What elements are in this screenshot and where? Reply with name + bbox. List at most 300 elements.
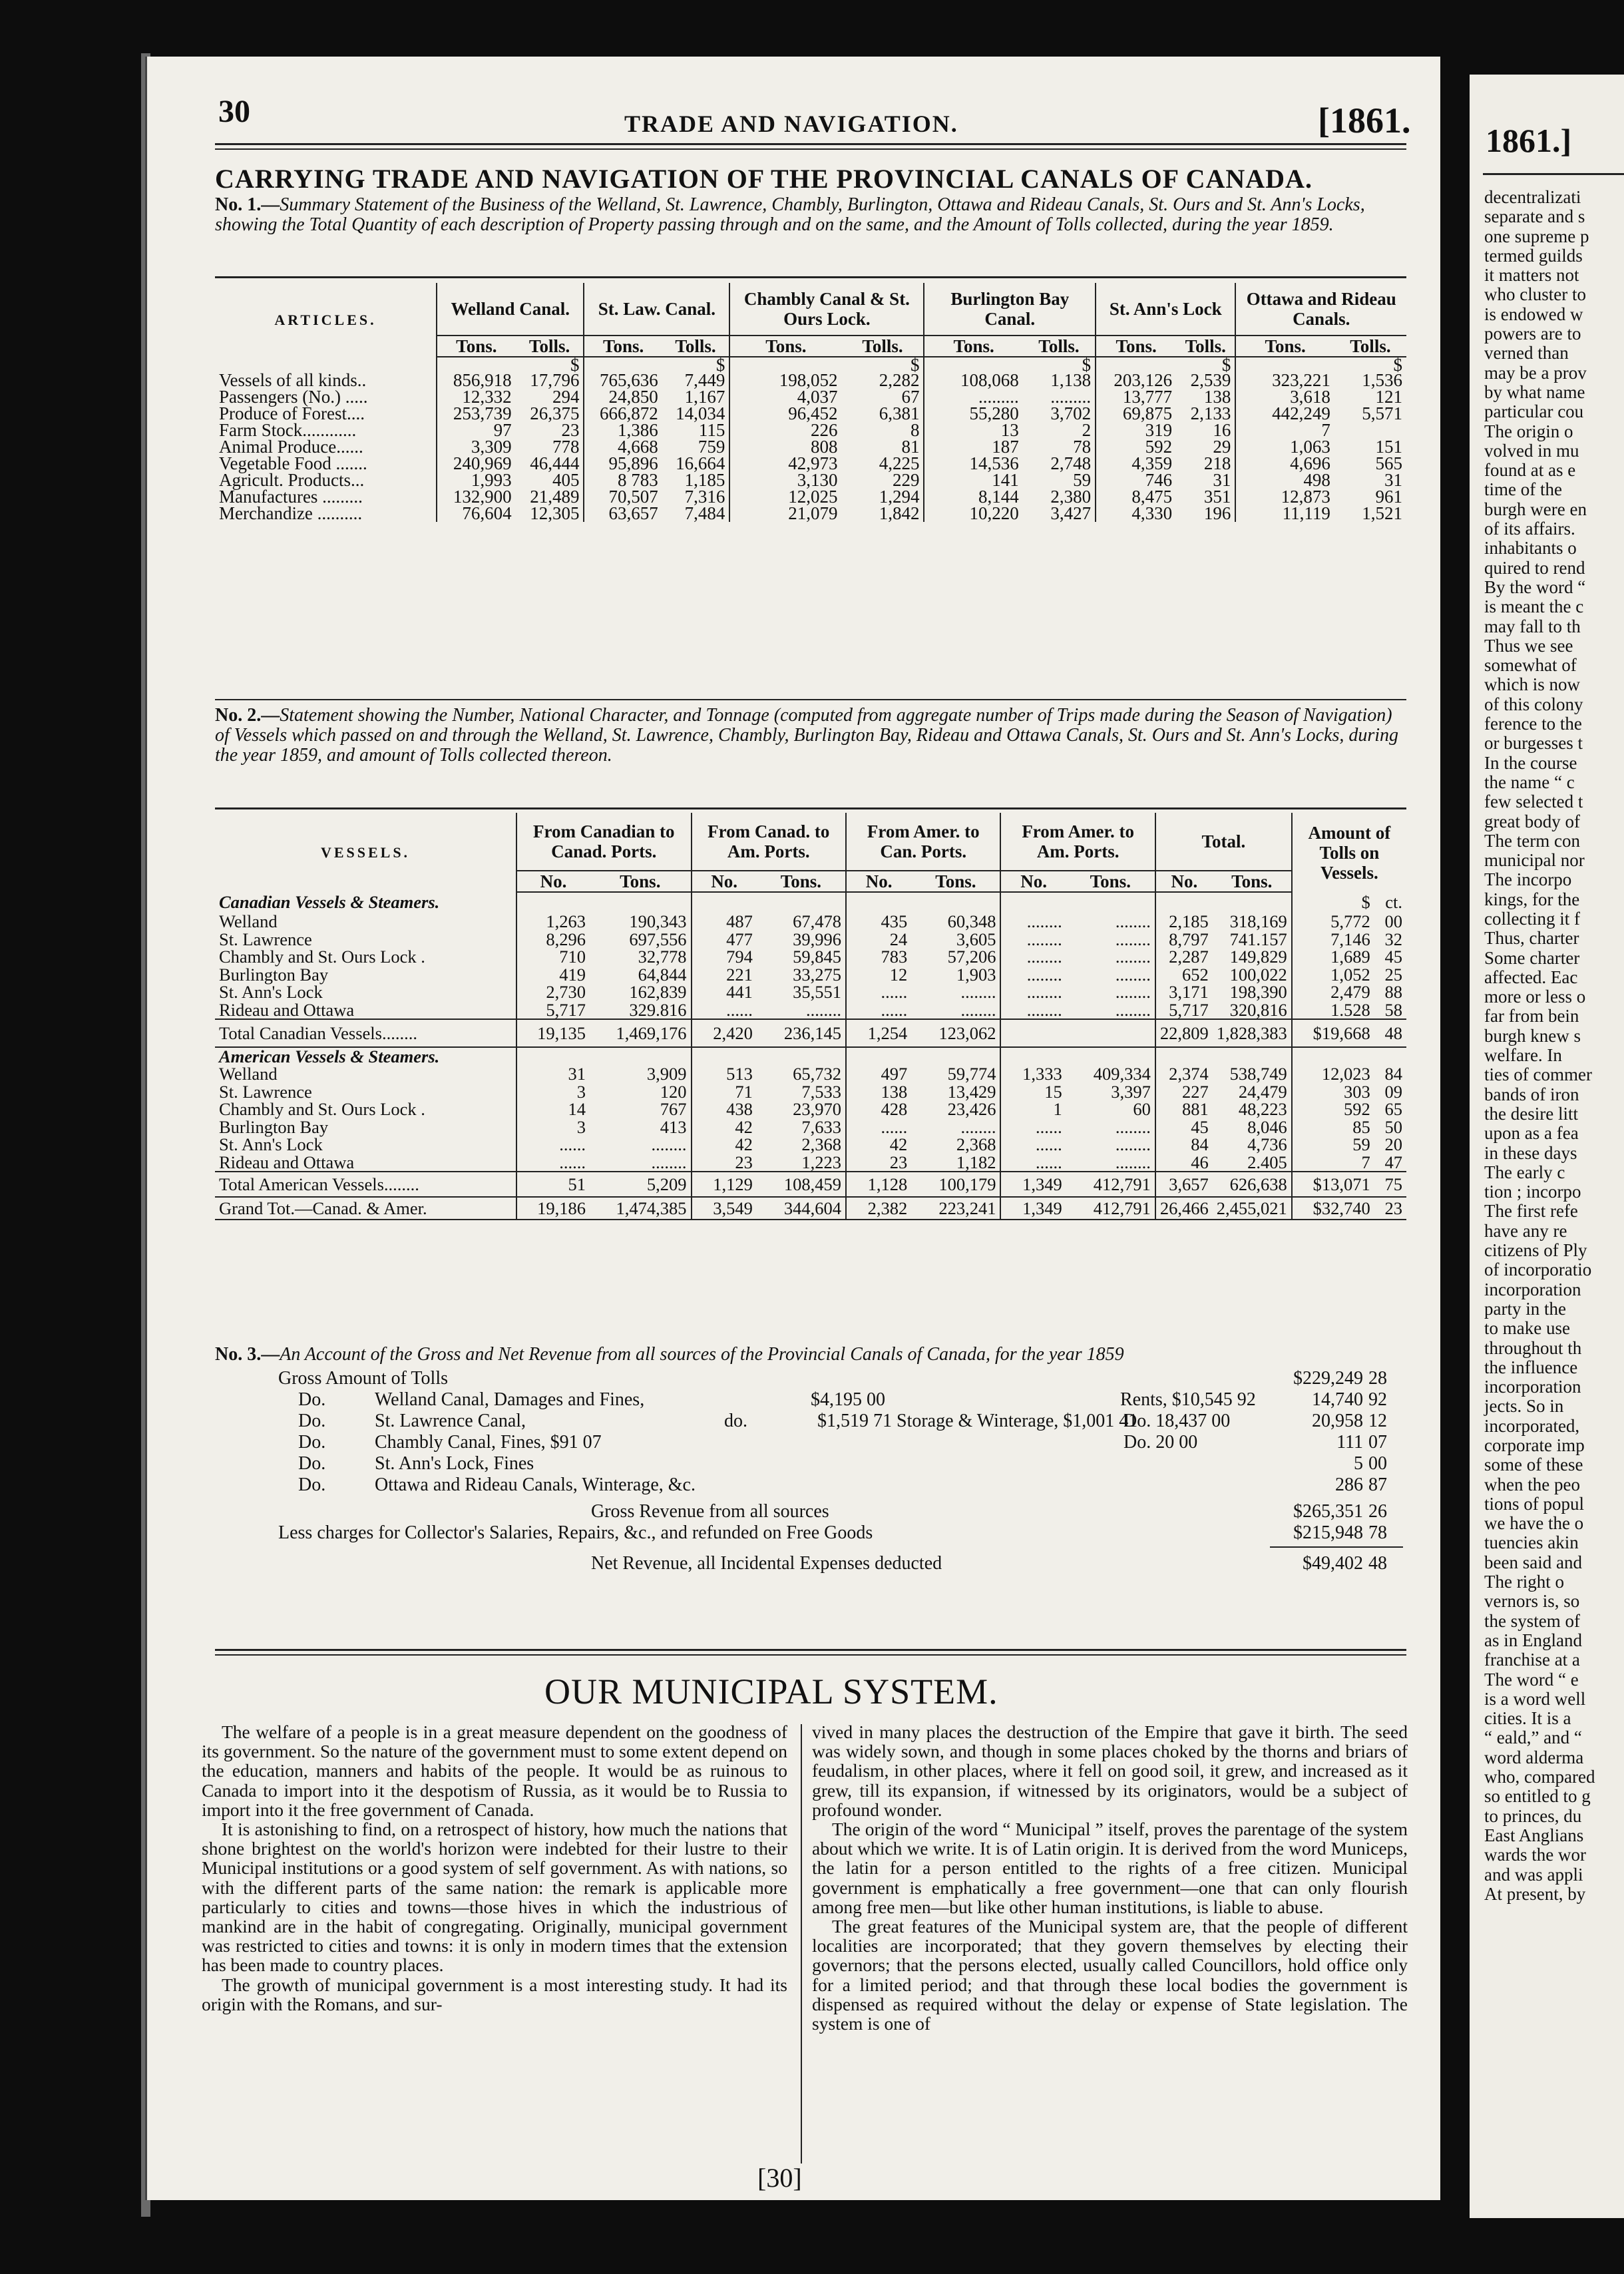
table-cell: ........ [1026, 947, 1062, 967]
table-cell: 81 [841, 439, 924, 455]
table2-tons-header: Tons. [911, 871, 1000, 892]
table-cell: 1,689 [1330, 947, 1370, 967]
facing-text-line: party in the [1484, 1298, 1566, 1319]
table-cell: 55,280 [969, 403, 1019, 423]
table-cell: 123,062 [911, 1019, 1000, 1047]
table-cell: 294 [516, 389, 584, 405]
table-cell: 5,772 [1330, 911, 1370, 931]
ditto-mark: Do. [298, 1453, 326, 1474]
row-label: Chambly and St. Ours Lock . [215, 948, 516, 966]
row-label: Burlington Bay [215, 1118, 516, 1136]
facing-text-line: termed guilds [1484, 245, 1583, 266]
table-cell: 3,130 [797, 470, 838, 490]
ditto-mark: Do. [298, 1389, 326, 1410]
table2-section-label: American Vessels & Steamers. [215, 1047, 516, 1065]
facing-text-line: been said and [1484, 1552, 1582, 1572]
table-cell: 413 [590, 1118, 692, 1136]
table-cell: 477 [726, 929, 753, 949]
table1-dollar-sign: $ [662, 357, 730, 372]
table2-spacer [1066, 892, 1155, 913]
row-label: Manufactures ......... [215, 489, 437, 505]
table-cell: 2,287 [1169, 947, 1209, 967]
facing-text-line: the name “ c [1484, 772, 1575, 792]
table-cell: 46 [1191, 1152, 1209, 1172]
table1-canal-header: St. Law. Canal. [584, 283, 729, 336]
table-cell: 626,638 [1213, 1172, 1292, 1197]
revenue-cents: 07 [1368, 1432, 1387, 1453]
row-label: Produce of Forest.... [215, 405, 437, 422]
table-cell: 227 [1182, 1081, 1209, 1102]
table-cell: 666,872 [600, 403, 658, 423]
table-cell: 187 [992, 437, 1019, 457]
table-cell: 23 [889, 1152, 908, 1172]
table2-spacer [590, 892, 692, 913]
table-cell: 47 [1384, 1152, 1402, 1172]
row-label: Welland [215, 913, 516, 931]
table-cell: 759 [662, 439, 730, 455]
table-cell: 3,397 [1066, 1083, 1155, 1101]
table2-spacer [1000, 892, 1066, 913]
page-number: 30 [218, 94, 250, 129]
table3-caption-text: An Account of the Gross and Net Revenue from all sources of the Provincial Canals of Canada, for the year 1859 [280, 1344, 1124, 1365]
table-cell: 1,521 [1362, 503, 1402, 523]
table-cell: ........ [911, 983, 1000, 1001]
table-cell: 1,349 [1000, 1172, 1066, 1197]
facing-text-line: word alderma [1484, 1747, 1584, 1767]
facing-text-line: is endowed w [1484, 304, 1583, 324]
table-cell: 5,571 [1362, 403, 1402, 423]
facing-text-line: The term con [1484, 830, 1580, 851]
facing-text-line: ference to the [1484, 714, 1582, 734]
article-paragraph: The welfare of a people is in a great measure dependent on the goodness of its government. So the nature of the government must to some extent depend on the education, manners and habits of the people. It would be as ruinous to Canada to import into it the despotism of Russia, as it would be to Russia to import into it the free government of Canada. [202, 1721, 787, 1820]
facing-text-line: tion ; incorpo [1484, 1182, 1581, 1202]
table1-body [215, 357, 1406, 522]
facing-text-line: ties of commer [1484, 1064, 1592, 1085]
row-label: Grand Tot.—Canad. & Amer. [215, 1197, 516, 1220]
facing-text-line: time of the [1484, 479, 1562, 500]
table-cell: 149,829 [1213, 948, 1292, 966]
revenue-subamount: do. [724, 1411, 747, 1431]
facing-text-line: have any re [1484, 1220, 1567, 1241]
table-cell: 1,167 [662, 389, 730, 405]
table1-dollar-sign: $ [1176, 357, 1235, 372]
table-cell: 12,023 [1321, 1064, 1370, 1084]
table-cell: 21,489 [516, 489, 584, 505]
table2-spacer [757, 1047, 846, 1065]
table-cell: 7,316 [662, 489, 730, 505]
table-cell: 63,657 [608, 503, 658, 523]
facing-text-line: Some charter [1484, 947, 1580, 968]
table-cell: 1.528 [1330, 999, 1370, 1020]
table-cell: 1,223 [757, 1154, 846, 1172]
facing-text-line: burgh were en [1484, 499, 1587, 519]
facing-text-line: The origin o [1484, 421, 1573, 441]
table-cell: 121 [1375, 387, 1402, 407]
table-cell: 60,348 [911, 913, 1000, 931]
table-cell: 48 [1374, 1019, 1406, 1047]
table1-canal-header: Ottawa and Rideau Canals. [1235, 283, 1406, 336]
table1-caption-lead: No. 1.— [215, 194, 280, 215]
revenue-cents: 12 [1368, 1411, 1387, 1431]
table-cell: 442,249 [1272, 403, 1330, 423]
table-cell: 1,263 [546, 911, 586, 931]
gross-revenue-amount: $265,351 [1293, 1501, 1363, 1522]
table-cell: 59 [1023, 472, 1096, 489]
row-label: Total Canadian Vessels........ [215, 1019, 516, 1047]
table-cell: 12,332 [462, 387, 512, 407]
header-rule-2 [215, 148, 1406, 150]
table-cell: 5,717 [546, 999, 586, 1020]
table-cell: 3 [576, 1116, 586, 1137]
facing-page [1470, 75, 1624, 2218]
table-row [215, 1136, 1406, 1154]
facing-text-line: throughout th [1484, 1337, 1582, 1358]
table-cell: 221 [726, 964, 753, 985]
table-cell: 17,796 [516, 372, 584, 389]
table1-tolls-header: Tolls. [1176, 336, 1235, 357]
table2-group-header: From Amer. to Can. Ports. [846, 813, 1000, 871]
table-row [215, 983, 1406, 1001]
table1-dollar-sign: $ [516, 357, 584, 372]
table-row [215, 1083, 1406, 1101]
row-label: Rideau and Ottawa [215, 1001, 516, 1020]
table-cell: 441 [726, 982, 753, 1002]
table-cell: ........ [1066, 1118, 1155, 1136]
facing-text-line: it matters not [1484, 265, 1579, 286]
table1-bottom-rule [215, 699, 1406, 700]
table-cell: 8 783 [618, 470, 658, 490]
table-cell: 141 [992, 470, 1019, 490]
table-cell: 2.405 [1213, 1154, 1292, 1172]
table-cell: 3,618 [1290, 387, 1330, 407]
table1-top-rule [215, 276, 1406, 278]
ditto-mark: Do. [298, 1432, 326, 1453]
facing-text-line: may fall to th [1484, 616, 1581, 636]
ditto-mark: Do. [298, 1475, 326, 1495]
table-cell: 50 [1384, 1116, 1402, 1137]
table-cell: 3,549 [692, 1197, 757, 1220]
table-cell: 3,309 [471, 437, 512, 457]
document-page [145, 57, 1440, 2200]
facing-text-line: the influence [1484, 1357, 1578, 1377]
table2-tons-header: Tons. [590, 871, 692, 892]
table-cell: 12 [889, 964, 908, 985]
table-cell: 23 [1374, 1197, 1406, 1220]
row-label: St. Ann's Lock [215, 983, 516, 1001]
table2-spacer [1292, 1047, 1374, 1065]
table-cell: 746 [1145, 470, 1173, 490]
table-cell: 5,209 [590, 1172, 692, 1197]
table-cell: ........ [1066, 913, 1155, 931]
table-cell: 697,556 [590, 931, 692, 949]
table-cell: 3,427 [1023, 505, 1096, 522]
table-cell: 808 [810, 437, 838, 457]
table-cell: 31 [568, 1064, 586, 1084]
table2-spacer [1374, 1047, 1406, 1065]
facing-text-line: Thus we see [1484, 635, 1573, 656]
table-cell: 65 [1384, 1099, 1402, 1119]
table-cell: 497 [881, 1064, 908, 1084]
row-label: Animal Produce...... [215, 439, 437, 455]
table-cell: 88 [1384, 982, 1402, 1002]
table1-tons-header: Tons. [437, 336, 516, 357]
table-cell: 67,478 [757, 913, 846, 931]
table-cell: 2,374 [1169, 1064, 1209, 1084]
table-cell: 22,809 [1155, 1019, 1213, 1047]
table-cell: 2,133 [1176, 405, 1235, 422]
table-cell: 4,225 [841, 455, 924, 472]
facing-text-line: wards the wor [1484, 1845, 1586, 1865]
table-cell: 3,909 [590, 1065, 692, 1083]
revenue-dollars: 286 [1335, 1475, 1363, 1495]
revenue-label: Ottawa and Rideau Canals, Winterage, &c. [375, 1475, 696, 1495]
table-cell: 26,375 [516, 405, 584, 422]
table-row [215, 1154, 1406, 1172]
table-cell: 8,797 [1169, 929, 1209, 949]
table-cell: 2,368 [911, 1136, 1000, 1154]
table2-spacer [1155, 892, 1213, 913]
table-cell: 240,969 [453, 453, 512, 473]
table2-spacer [590, 1047, 692, 1065]
table-row [215, 1065, 1406, 1083]
table-cell: ........ [590, 1136, 692, 1154]
facing-text-line: few selected t [1484, 792, 1583, 812]
table-cell: 8,475 [1131, 487, 1173, 507]
table2-vessels-header: VESSELS. [215, 813, 516, 892]
table-cell: 14,536 [969, 453, 1019, 473]
table1-articles-header: ARTICLES. [215, 283, 437, 357]
less-charges-cents: 78 [1368, 1522, 1387, 1543]
facing-text-line: or burgesses t [1484, 733, 1583, 754]
table-cell: 8,144 [978, 487, 1019, 507]
facing-text-line: when the peo [1484, 1474, 1580, 1494]
row-label: Rideau and Ottawa [215, 1154, 516, 1172]
facing-text-line: municipal nor [1484, 850, 1585, 871]
table-cell: 2,420 [692, 1019, 757, 1047]
table-cell: 108,068 [960, 370, 1019, 390]
facing-text-line: franchise at a [1484, 1650, 1580, 1670]
table-cell: ........ [1066, 1001, 1155, 1020]
facing-text-line: far from bein [1484, 1006, 1579, 1026]
table-cell: 42 [735, 1116, 753, 1137]
table2-group-header: From Canadian to Canad. Ports. [516, 813, 692, 871]
table-cell: 2,539 [1176, 372, 1235, 389]
row-label: St. Lawrence [215, 931, 516, 949]
table-cell: 100,022 [1213, 966, 1292, 984]
table-cell: 487 [726, 911, 753, 931]
table-cell: 138 [1176, 389, 1235, 405]
table1-caption-text: Summary Statement of the Business of the Welland, St. Lawrence, Chambly, Burlington, Ottawa and Rideau Canals, St. Ours and St. Ann's Locks, showing the Total Quantity of each description of Property passing through and on the same, and the Amount of Tolls collected, during the year 1859. [215, 194, 1365, 235]
article-column-2 [812, 1722, 1408, 2033]
table-cell: ........ [757, 1001, 846, 1020]
table-cell: 741.157 [1213, 931, 1292, 949]
table-cell: 1,469,176 [590, 1019, 692, 1047]
table-cell: 419 [559, 964, 586, 985]
table-cell: 5,717 [1169, 999, 1209, 1020]
article-paragraph: vived in many places the destruction of the Empire that gave it birth. The seed was widely sown, and though in some places choked by the thorns and briars of feudalism, in other places, where it fell on good soil, it grew, and increased as it grew, till its expansion, if witnessed by its originators, would be a subject of profound wonder. [812, 1721, 1408, 1820]
table-cell: 3,605 [911, 931, 1000, 949]
table-cell: 96,452 [788, 403, 838, 423]
revenue-dollars: $229,249 [1293, 1368, 1363, 1389]
table-cell: 4,736 [1213, 1136, 1292, 1154]
facing-text-line: corporate imp [1484, 1435, 1585, 1455]
revenue-cents: 87 [1368, 1475, 1387, 1495]
table-cell: 108,459 [757, 1172, 846, 1197]
table1-caption [215, 195, 1406, 235]
table-cell: 1,254 [846, 1019, 911, 1047]
table-cell: 46,444 [516, 455, 584, 472]
facing-text-line: to princes, du [1484, 1805, 1582, 1826]
facing-text-line: separate and s [1484, 206, 1585, 227]
table-cell: ...... [1035, 1134, 1062, 1154]
table1-tons-header: Tons. [1096, 336, 1176, 357]
facing-text-line: citizens of Ply [1484, 1240, 1587, 1261]
table-row [215, 505, 1406, 522]
table-cell: 1,842 [841, 505, 924, 522]
facing-text-line: upon as a fea [1484, 1123, 1579, 1144]
facing-text-line: The early c [1484, 1162, 1565, 1182]
table2-no-header: No. [692, 871, 757, 892]
table1-tons-header: Tons. [729, 336, 841, 357]
table-cell: $32,740 [1292, 1197, 1374, 1220]
table-cell: 11,119 [1282, 503, 1330, 523]
table-cell: 1,185 [662, 472, 730, 489]
table-cell: 218 [1176, 455, 1235, 472]
table-cell: 7,633 [757, 1118, 846, 1136]
revenue-dollars: 14,740 [1312, 1389, 1363, 1410]
net-revenue-cents: 48 [1368, 1553, 1387, 1574]
table-cell: ......... [978, 387, 1019, 407]
table-cell: 4,359 [1131, 453, 1173, 473]
table-cell: 765,636 [600, 370, 658, 390]
table2-spacer [757, 892, 846, 913]
section-rule-2 [215, 1654, 1406, 1656]
row-label: Agricult. Products... [215, 472, 437, 489]
table-cell: 23 [516, 422, 584, 439]
table-cell: 32,778 [590, 948, 692, 966]
row-label: Passengers (No.) ..... [215, 389, 437, 405]
table-cell: 24,479 [1213, 1083, 1292, 1101]
facing-text-line: At present, by [1484, 1883, 1586, 1904]
article-paragraph: The origin of the word “ Municipal ” itself, proves the parentage of the system about which we write. It is of Latin origin. It is derived from the word Municeps, the latin for a person entitled to the rights of a free citizen. Municipal government is emphatically a free government—one that can only flourish among free men—but like other human institutions, is liable to abuse. [812, 1819, 1408, 1917]
revenue-cents: 28 [1368, 1368, 1387, 1389]
table-cell: 64,844 [590, 966, 692, 984]
article-paragraph: It is astonishing to find, on a retrospect of history, how much the nations that shone brightest on the world's horizon were indebted for their lustre to their Municipal institutions or a good system of self government. As with nations, so with the different parts of the same nation: the remark is applicable more particularly to cities and towns—those hives in which the industrious of mankind are in the habit of congregating. Originally, municipal government was restricted to cities and towns: it is only in modern times that the extension has been made to country places. [202, 1819, 787, 1976]
table-cell: 329.816 [590, 1001, 692, 1020]
section-rule [215, 1649, 1406, 1651]
table-cell: 51 [516, 1172, 590, 1197]
table1-tons-header: Tons. [1235, 336, 1334, 357]
table-cell: 319 [1145, 420, 1173, 440]
table-cell: 428 [881, 1099, 908, 1119]
table-cell: 4,696 [1290, 453, 1330, 473]
table-cell: 31 [1384, 470, 1402, 490]
facing-text-line: the desire litt [1484, 1103, 1578, 1124]
facing-text-line: is a word well [1484, 1688, 1586, 1709]
table-cell: ...... [1035, 1152, 1062, 1172]
facing-text-line: volved in mu [1484, 440, 1579, 461]
table-cell: 12,305 [516, 505, 584, 522]
facing-text-line: jects. So in [1484, 1396, 1564, 1417]
table2-spacer [1000, 1047, 1066, 1065]
table-row [215, 913, 1406, 931]
revenue-dollars: 20,958 [1312, 1411, 1363, 1431]
main-title: CARRYING TRADE AND NAVIGATION OF THE PROVINCIAL CANALS OF CANADA. [215, 164, 1313, 194]
table-row [215, 1001, 1406, 1020]
table-cell: 10,220 [969, 503, 1019, 523]
table-cell: 42 [889, 1134, 908, 1154]
table-cell: 33,275 [757, 966, 846, 984]
facing-text-line: who, compared [1484, 1767, 1595, 1787]
table-cell: 84 [1384, 1064, 1402, 1084]
table-row [215, 966, 1406, 984]
table2-caption [215, 706, 1406, 766]
facing-text-line: by what name [1484, 381, 1585, 402]
table-cell: 8,296 [546, 929, 586, 949]
facing-text-line: tuencies akin [1484, 1532, 1579, 1553]
table-cell: 2,730 [546, 982, 586, 1002]
facing-text-line: In the course [1484, 752, 1577, 773]
table-cell: ........ [1026, 999, 1062, 1020]
table-cell: 323,221 [1272, 370, 1330, 390]
table-cell: 2,185 [1169, 911, 1209, 931]
table1-tolls-header: Tolls. [1023, 336, 1096, 357]
less-charges-amount: $215,948 [1293, 1522, 1363, 1543]
table-cell: 1,294 [841, 489, 924, 505]
table-cell: 3,702 [1023, 405, 1096, 422]
table-cell: 24 [889, 929, 908, 949]
facing-text-line: of its affairs. [1484, 519, 1575, 539]
table-cell: 498 [1303, 470, 1330, 490]
running-title: TRADE AND NAVIGATION. [624, 111, 958, 137]
facing-text-line: incorporation [1484, 1377, 1581, 1397]
row-label: Welland [215, 1065, 516, 1083]
row-label: Merchandize .......... [215, 505, 437, 522]
table-cell: 405 [516, 472, 584, 489]
total-row [215, 1019, 1406, 1047]
table-cell: 65,732 [757, 1065, 846, 1083]
ditto-mark: Do. [298, 1411, 326, 1431]
table-cell: 961 [1375, 487, 1402, 507]
row-label: Total American Vessels........ [215, 1172, 516, 1197]
table-cell: ...... [881, 1116, 908, 1137]
table-cell: 1,128 [846, 1172, 911, 1197]
table-cell: ...... [881, 999, 908, 1020]
facing-text-line: powers are to [1484, 324, 1581, 344]
row-label: Vegetable Food ....... [215, 455, 437, 472]
table-cell: 203,126 [1114, 370, 1173, 390]
facing-text-line: so entitled to g [1484, 1786, 1591, 1807]
facing-text-line: we have the o [1484, 1513, 1584, 1534]
table-cell: 14,034 [662, 405, 730, 422]
table-cell: ........ [1026, 929, 1062, 949]
table1-tons-header: Tons. [924, 336, 1022, 357]
table-cell: 45 [1384, 947, 1402, 967]
table-cell: 1,828,383 [1213, 1019, 1292, 1047]
table-cell: ...... [559, 1152, 586, 1172]
row-label: Farm Stock............ [215, 422, 437, 439]
facing-text-line: quired to rend [1484, 557, 1585, 578]
table2 [215, 813, 1406, 1220]
table-cell: 138 [881, 1081, 908, 1102]
facing-text-line: of this colony [1484, 694, 1583, 714]
table-cell: 190,343 [590, 913, 692, 931]
table-cell: 2,382 [846, 1197, 911, 1220]
table-cell: 4,330 [1131, 503, 1173, 523]
table-cell: 1,536 [1362, 370, 1402, 390]
revenue-label: St. Ann's Lock, Fines [375, 1453, 534, 1474]
table-row [215, 1118, 1406, 1136]
